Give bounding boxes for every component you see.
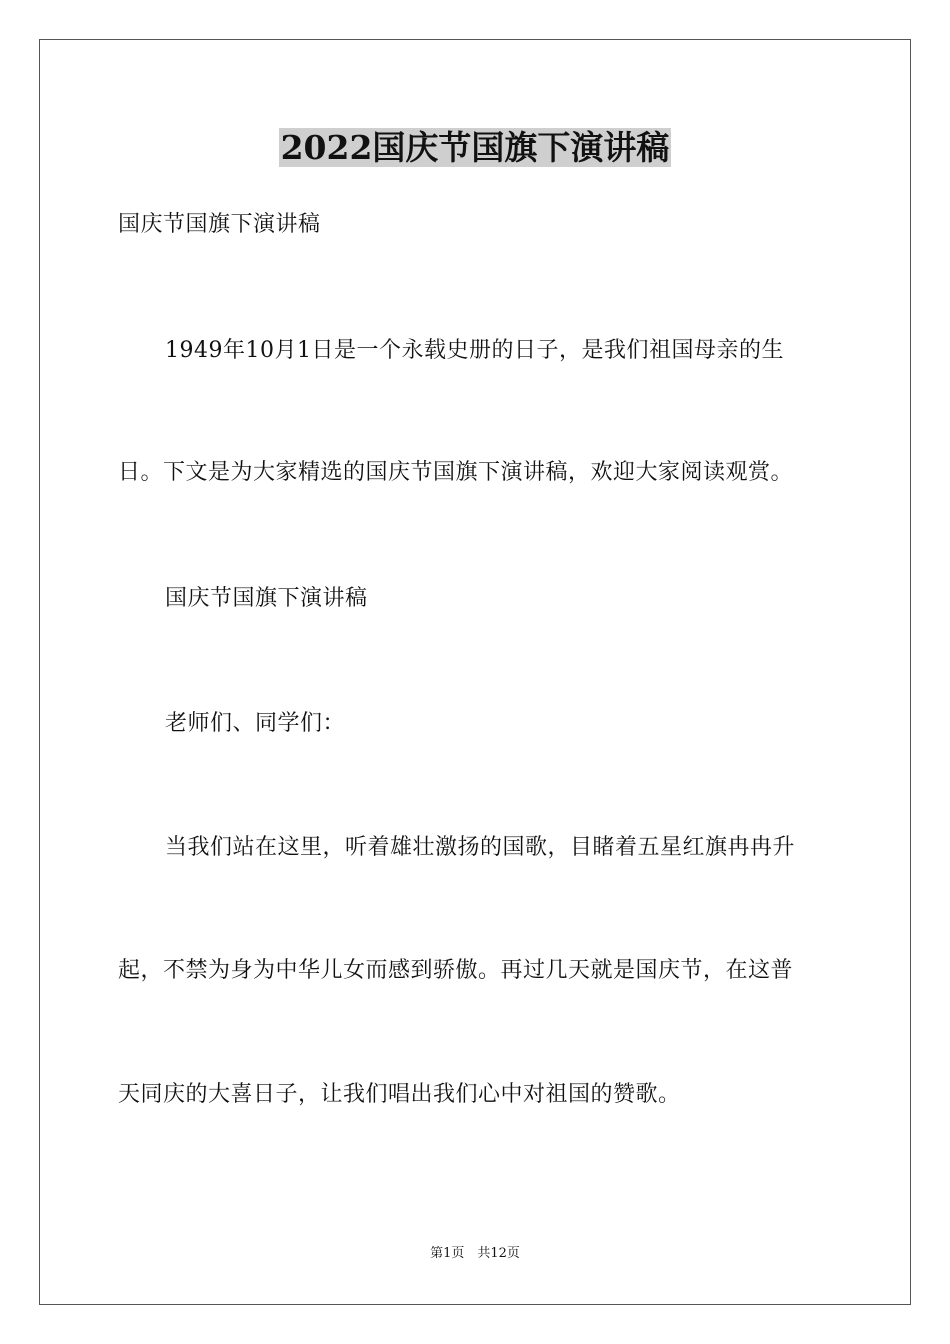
greeting-line: 老师们、同学们： bbox=[165, 711, 346, 736]
document-title-block bbox=[0, 126, 950, 170]
paragraph-line: 起，不禁为身为中华儿女而感到骄傲。再过几天就是国庆节，在这普 bbox=[118, 958, 794, 983]
paragraph-line: 天同庆的大喜日子，让我们唱出我们心中对祖国的赞歌。 bbox=[118, 1082, 681, 1107]
paragraph-line: 日。下文是为大家精选的国庆节国旗下演讲稿，欢迎大家阅读观赏。 bbox=[118, 460, 794, 485]
paragraph-line: 1949年10月1日是一个永载史册的日子，是我们祖国母亲的生 bbox=[165, 338, 784, 363]
paragraph-line: 当我们站在这里，听着雄壮激扬的国歌，目睹着五星红旗冉冉升 bbox=[165, 835, 796, 860]
section-heading-line: 国庆节国旗下演讲稿 bbox=[165, 586, 368, 611]
page-footer: 第1页 共12页 bbox=[430, 1246, 520, 1261]
subtitle-line: 国庆节国旗下演讲稿 bbox=[118, 212, 321, 237]
document-title: 2022国庆节国旗下演讲稿 bbox=[280, 128, 670, 167]
